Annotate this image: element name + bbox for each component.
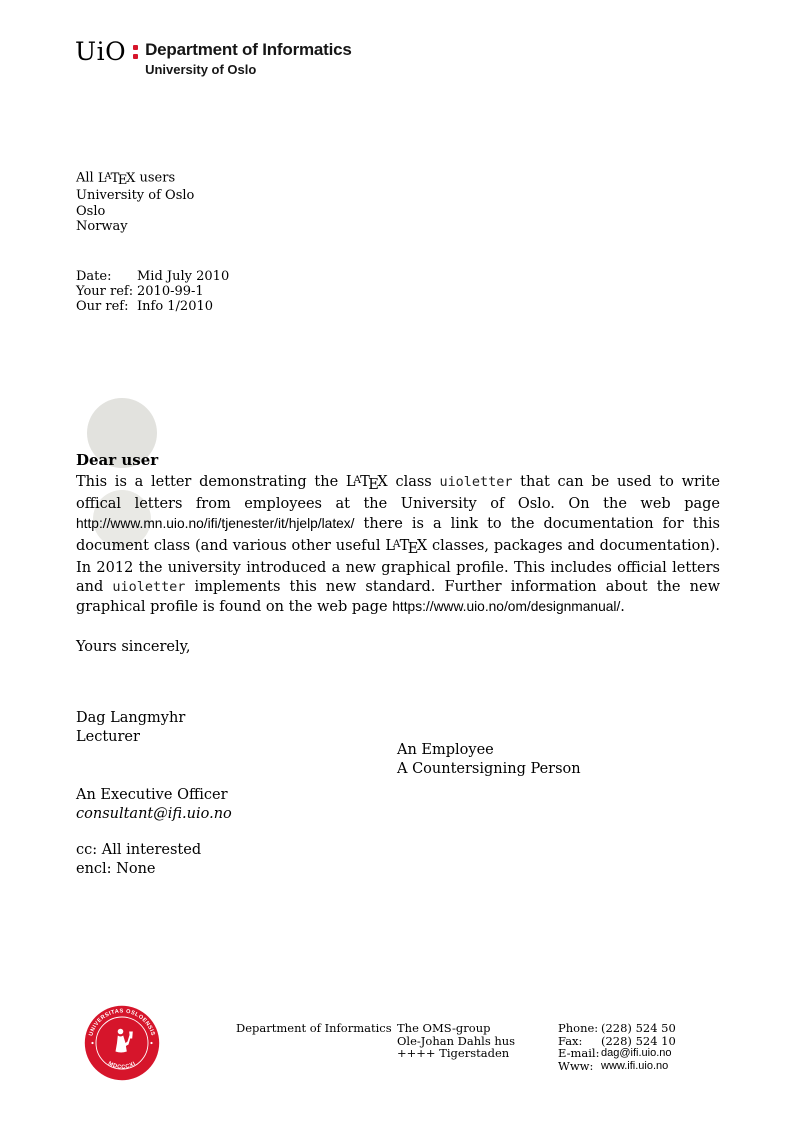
reference-row xyxy=(76,299,229,314)
latex-logo xyxy=(385,537,428,557)
signature-block xyxy=(76,709,185,748)
text-run: classes, packages and documentation). In 2012 the university introduced a new graphical profile. This includes official letters and xyxy=(76,537,721,596)
latex-glyph: E xyxy=(407,540,419,557)
text-run: . xyxy=(620,599,625,616)
seal-dot xyxy=(91,1042,93,1044)
reference-block xyxy=(76,269,229,315)
contact-value: (228) 524 50 xyxy=(601,1021,676,1035)
reference-label: Your ref: xyxy=(76,284,134,300)
latex-glyph: X xyxy=(377,473,388,490)
text-run: This is a letter demonstrating the xyxy=(76,473,346,490)
latex-logo xyxy=(97,170,136,189)
logo-text-block xyxy=(145,41,352,76)
text-run: implements this new standard. Further information about the new graphical profile is found on the web page xyxy=(76,579,720,616)
text-run: that can be used to write offical letters from employees at the University of Oslo. On the web page xyxy=(76,473,720,513)
latex-glyph: L xyxy=(97,170,107,186)
uio-colon-icon xyxy=(126,40,145,59)
encl-line: encl: None xyxy=(76,861,156,878)
executive-officer-name: An Executive Officer xyxy=(76,787,228,803)
uioletter-class-name: uioletter xyxy=(112,579,186,596)
latex-glyph: A xyxy=(104,171,112,182)
closing-phrase: Yours sincerely, xyxy=(76,639,191,655)
text-run: All xyxy=(76,170,98,186)
reference-value: Mid July 2010 xyxy=(137,269,230,284)
reference-label: Date: xyxy=(76,269,112,284)
recipient-address xyxy=(76,169,194,234)
signer-name: Dag Langmyhr xyxy=(76,710,186,726)
cosigner-block xyxy=(397,741,581,780)
footer-address-line: The OMS-group xyxy=(397,1021,491,1035)
latex-glyph: X xyxy=(416,537,428,554)
footer-contact-row xyxy=(558,1060,676,1073)
salutation: Dear user xyxy=(76,451,159,469)
latex-glyph: T xyxy=(360,473,370,490)
cc-encl-block xyxy=(76,841,201,880)
latex-help-url[interactable]: http://www.mn.uio.no/ifi/tjenester/it/hjelp/latex/ xyxy=(76,516,355,532)
logo-department-name: Department of Informatics xyxy=(145,40,352,59)
reference-value: Info 1/2010 xyxy=(137,299,214,315)
latex-glyph: T xyxy=(110,170,120,186)
contact-value: (228) 524 10 xyxy=(601,1033,676,1048)
text-run: users xyxy=(135,170,176,186)
text-run: there is a link to the documentation for this document class (and various other useful xyxy=(76,516,720,554)
footer-address xyxy=(397,1022,515,1060)
latex-glyph: X xyxy=(126,170,136,186)
latex-glyph: L xyxy=(385,537,395,554)
latex-glyph: L xyxy=(345,473,356,490)
contact-value: dag@ifi.uio.no xyxy=(601,1047,672,1060)
latex-glyph: E xyxy=(368,476,379,493)
contact-label: E-mail: xyxy=(558,1046,600,1061)
latex-glyph: E xyxy=(117,173,128,189)
cosigner-name: A Countersigning Person xyxy=(397,761,581,778)
seal-dot xyxy=(150,1042,152,1044)
latex-glyph: A xyxy=(353,474,361,486)
recipient-line: University of Oslo xyxy=(76,188,195,204)
footer-address-line: Ole-Johan Dahls hus xyxy=(397,1033,516,1048)
contact-label: Phone: xyxy=(558,1021,599,1035)
university-of-oslo-seal xyxy=(84,1005,160,1081)
body-paragraph xyxy=(76,471,720,618)
footer-address-line: ++++ Tigerstaden xyxy=(397,1046,510,1061)
letter-body xyxy=(76,450,720,618)
designmanual-url[interactable]: https://www.uio.no/om/designmanual/ xyxy=(392,599,621,615)
reference-value: 2010-99-1 xyxy=(137,284,204,300)
uioletter-class-name: uioletter xyxy=(439,473,513,490)
reference-label: Our ref: xyxy=(76,299,129,315)
uio-logotype: UiO xyxy=(75,37,127,66)
contact-label: Fax: xyxy=(558,1033,583,1048)
signer-title: Lecturer xyxy=(76,729,140,746)
contact-label: Www: xyxy=(558,1059,594,1074)
cosigner-name: An Employee xyxy=(397,742,494,758)
seal-text-bottom: MDCCCXI xyxy=(106,1060,138,1071)
latex-glyph: T xyxy=(399,537,410,554)
recipient-line xyxy=(76,169,194,188)
recipient-line: Oslo xyxy=(76,203,106,219)
footer-contact-row xyxy=(558,1022,676,1035)
seal-text-top: UNIVERSITAS OSLOENSIS xyxy=(88,1008,156,1037)
text-run: class xyxy=(387,473,440,490)
logo-university-name: University of Oslo xyxy=(145,62,257,77)
executive-officer-email: consultant@ifi.uio.no xyxy=(76,806,232,823)
cc-line: cc: All interested xyxy=(76,842,202,858)
uio-logo-header xyxy=(75,37,352,77)
latex-logo xyxy=(345,473,388,493)
executive-officer-block xyxy=(76,786,232,825)
reference-row xyxy=(76,284,229,299)
contact-value: www.ifi.uio.no xyxy=(601,1060,669,1073)
footer-department: Department of Informatics xyxy=(236,1021,392,1035)
footer-contacts xyxy=(558,1022,676,1073)
reference-row xyxy=(76,269,229,284)
latex-glyph: A xyxy=(392,537,401,550)
recipient-line: Norway xyxy=(76,218,128,234)
